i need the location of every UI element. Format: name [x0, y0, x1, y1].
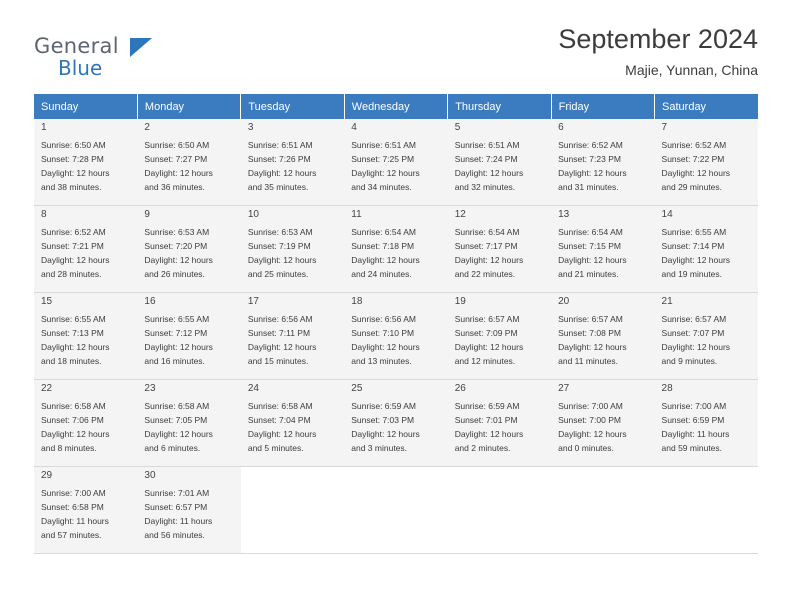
weekday-header-friday: Friday — [551, 94, 654, 119]
sunset-text: Sunset: 7:01 PM — [454, 415, 518, 425]
calendar-day-cell-empty — [344, 467, 447, 554]
sunset-text: Sunset: 7:11 PM — [247, 328, 311, 338]
day-number: 17 — [247, 296, 259, 307]
logo-text-general: General — [34, 34, 119, 58]
calendar-day-cell — [551, 380, 654, 467]
daylight-text-line2: and 21 minutes. — [558, 269, 619, 279]
day-number: 8 — [41, 209, 47, 220]
daylight-text-line2: and 6 minutes. — [144, 443, 201, 453]
calendar-day-cell-empty — [241, 467, 344, 554]
daylight-text-line2: and 31 minutes. — [558, 182, 619, 192]
calendar-week-row — [34, 119, 758, 206]
sunset-text: Sunset: 6:57 PM — [144, 502, 208, 512]
daylight-text-line1: Daylight: 12 hours — [661, 255, 731, 265]
calendar-day-cell — [34, 380, 137, 467]
daylight-text-line2: and 24 minutes. — [351, 269, 412, 279]
daylight-text-line2: and 29 minutes. — [661, 182, 723, 192]
calendar-day-cell — [241, 293, 344, 380]
day-number: 21 — [661, 296, 673, 307]
calendar-day-cell — [137, 119, 240, 206]
daylight-text-line2: and 57 minutes. — [41, 530, 102, 540]
calendar-day-cell — [344, 380, 447, 467]
logo-flag-icon — [130, 38, 152, 57]
sunrise-text: Sunrise: 6:59 AM — [454, 401, 520, 411]
daylight-text-line1: Daylight: 12 hours — [454, 342, 524, 352]
sunrise-text: Sunrise: 6:51 AM — [454, 140, 520, 150]
daylight-text-line2: and 56 minutes. — [144, 530, 205, 540]
daylight-text-line2: and 11 minutes. — [558, 356, 618, 366]
daylight-text-line2: and 35 minutes. — [247, 182, 309, 192]
day-number: 15 — [41, 296, 53, 307]
calendar-day-cell — [655, 380, 758, 467]
daylight-text-line1: Daylight: 12 hours — [661, 168, 731, 178]
sunset-text: Sunset: 7:20 PM — [144, 241, 208, 251]
day-number: 12 — [454, 209, 466, 220]
sunset-text: Sunset: 7:15 PM — [558, 241, 621, 251]
daylight-text-line1: Daylight: 12 hours — [351, 429, 420, 439]
weekday-header-thursday: Thursday — [448, 94, 551, 119]
daylight-text-line2: and 38 minutes. — [41, 182, 102, 192]
calendar-day-cell — [137, 467, 240, 554]
daylight-text-line2: and 13 minutes. — [351, 356, 412, 366]
sunrise-text: Sunrise: 6:53 AM — [144, 227, 210, 237]
sunset-text: Sunset: 7:19 PM — [247, 241, 311, 251]
daylight-text-line2: and 15 minutes. — [247, 356, 309, 366]
day-number: 14 — [661, 209, 673, 220]
daylight-text-line1: Daylight: 12 hours — [41, 342, 110, 352]
sunrise-text: Sunrise: 6:56 AM — [351, 314, 416, 324]
sunset-text: Sunset: 7:07 PM — [661, 328, 725, 338]
calendar-day-cell — [241, 206, 344, 293]
daylight-text-line1: Daylight: 12 hours — [454, 168, 524, 178]
day-number: 10 — [247, 209, 259, 220]
day-number: 24 — [247, 383, 259, 394]
calendar-day-cell-empty — [655, 467, 758, 554]
sunset-text: Sunset: 7:26 PM — [247, 154, 311, 164]
daylight-text-line2: and 12 minutes. — [454, 356, 516, 366]
sunrise-text: Sunrise: 6:57 AM — [661, 314, 727, 324]
sunrise-text: Sunrise: 6:55 AM — [41, 314, 106, 324]
sunrise-text: Sunrise: 6:53 AM — [247, 227, 313, 237]
daylight-text-line2: and 34 minutes. — [351, 182, 412, 192]
daylight-text-line1: Daylight: 12 hours — [558, 429, 627, 439]
sunrise-text: Sunrise: 6:57 AM — [558, 314, 623, 324]
location-subtitle: Majie, Yunnan, China — [625, 62, 758, 79]
daylight-text-line1: Daylight: 12 hours — [144, 342, 213, 352]
daylight-text-line2: and 28 minutes. — [41, 269, 102, 279]
sunset-text: Sunset: 7:22 PM — [661, 154, 725, 164]
sunset-text: Sunset: 7:21 PM — [41, 241, 104, 251]
day-number: 23 — [144, 383, 156, 394]
logo-text-blue: Blue — [58, 56, 103, 80]
weekday-header-monday: Monday — [137, 94, 240, 119]
calendar-day-cell — [551, 293, 654, 380]
daylight-text-line2: and 26 minutes. — [144, 269, 205, 279]
day-number: 13 — [558, 209, 570, 220]
sunrise-text: Sunrise: 6:54 AM — [558, 227, 623, 237]
daylight-text-line1: Daylight: 12 hours — [351, 168, 420, 178]
daylight-text-line2: and 16 minutes. — [144, 356, 205, 366]
sunrise-text: Sunrise: 6:58 AM — [41, 401, 106, 411]
sunrise-text: Sunrise: 7:00 AM — [41, 488, 106, 498]
daylight-text-line2: and 0 minutes. — [558, 443, 614, 453]
sunrise-text: Sunrise: 6:59 AM — [351, 401, 416, 411]
daylight-text-line1: Daylight: 12 hours — [351, 342, 420, 352]
calendar-day-cell — [344, 119, 447, 206]
sunrise-text: Sunrise: 6:51 AM — [247, 140, 313, 150]
sunset-text: Sunset: 7:13 PM — [41, 328, 104, 338]
daylight-text-line1: Daylight: 12 hours — [41, 168, 110, 178]
daylight-text-line1: Daylight: 12 hours — [41, 255, 110, 265]
daylight-text-line1: Daylight: 12 hours — [558, 255, 627, 265]
calendar-day-cell — [137, 293, 240, 380]
sunset-text: Sunset: 7:08 PM — [558, 328, 621, 338]
daylight-text-line1: Daylight: 11 hours — [41, 516, 109, 526]
sunset-text: Sunset: 7:03 PM — [351, 415, 415, 425]
daylight-text-line2: and 22 minutes. — [454, 269, 516, 279]
calendar-day-cell — [34, 293, 137, 380]
calendar-week-row — [34, 467, 758, 554]
sunset-text: Sunset: 6:58 PM — [41, 502, 104, 512]
daylight-text-line2: and 3 minutes. — [351, 443, 408, 453]
daylight-text-line1: Daylight: 12 hours — [661, 342, 731, 352]
day-number: 20 — [558, 296, 570, 307]
day-number: 28 — [661, 383, 673, 394]
sunset-text: Sunset: 7:10 PM — [351, 328, 415, 338]
daylight-text-line1: Daylight: 11 hours — [144, 516, 213, 526]
title-block — [558, 24, 758, 78]
weekday-header-tuesday: Tuesday — [241, 94, 344, 119]
daylight-text-line1: Daylight: 12 hours — [247, 168, 317, 178]
calendar-day-cell-empty — [448, 467, 551, 554]
sunset-text: Sunset: 7:25 PM — [351, 154, 415, 164]
calendar-day-cell — [34, 467, 137, 554]
day-number: 7 — [661, 122, 668, 133]
daylight-text-line2: and 18 minutes. — [41, 356, 102, 366]
calendar-day-cell — [551, 206, 654, 293]
sunrise-text: Sunrise: 6:56 AM — [247, 314, 313, 324]
sunrise-text: Sunrise: 7:01 AM — [144, 488, 210, 498]
day-number: 25 — [351, 383, 363, 394]
weekday-header-saturday: Saturday — [655, 94, 758, 119]
daylight-text-line1: Daylight: 12 hours — [454, 429, 524, 439]
day-number: 3 — [247, 122, 254, 133]
sunset-text: Sunset: 7:14 PM — [661, 241, 725, 251]
calendar-day-cell — [34, 206, 137, 293]
sunrise-text: Sunrise: 6:50 AM — [144, 140, 210, 150]
calendar-day-cell — [448, 293, 551, 380]
sunrise-text: Sunrise: 6:50 AM — [41, 140, 106, 150]
daylight-text-line1: Daylight: 12 hours — [144, 168, 213, 178]
calendar-day-cell — [448, 380, 551, 467]
weekday-header-wednesday: Wednesday — [344, 94, 447, 119]
sunrise-text: Sunrise: 6:58 AM — [247, 401, 313, 411]
sunrise-text: Sunrise: 6:55 AM — [144, 314, 210, 324]
daylight-text-line2: and 8 minutes. — [41, 443, 97, 453]
daylight-text-line2: and 32 minutes. — [454, 182, 516, 192]
calendar-day-cell — [241, 119, 344, 206]
sunset-text: Sunset: 7:09 PM — [454, 328, 518, 338]
daylight-text-line1: Daylight: 12 hours — [144, 255, 213, 265]
daylight-text-line2: and 2 minutes. — [454, 443, 511, 453]
daylight-text-line1: Daylight: 12 hours — [247, 342, 317, 352]
calendar-table — [34, 94, 758, 554]
sunrise-text: Sunrise: 6:54 AM — [351, 227, 416, 237]
daylight-text-line2: and 59 minutes. — [661, 443, 723, 453]
day-number: 5 — [454, 122, 461, 133]
sunrise-text: Sunrise: 6:55 AM — [661, 227, 727, 237]
sunset-text: Sunset: 6:59 PM — [661, 415, 725, 425]
calendar-day-cell — [344, 206, 447, 293]
calendar-day-cell — [655, 293, 758, 380]
day-number: 6 — [558, 122, 564, 133]
sunrise-text: Sunrise: 6:52 AM — [41, 227, 106, 237]
calendar-day-cell — [137, 206, 240, 293]
calendar-week-row — [34, 380, 758, 467]
daylight-text-line1: Daylight: 12 hours — [247, 255, 317, 265]
calendar-day-cell — [448, 206, 551, 293]
daylight-text-line1: Daylight: 11 hours — [661, 429, 730, 439]
day-number: 22 — [41, 383, 53, 394]
sunset-text: Sunset: 7:12 PM — [144, 328, 208, 338]
daylight-text-line1: Daylight: 12 hours — [558, 168, 627, 178]
calendar-day-cell — [344, 293, 447, 380]
day-number: 2 — [144, 122, 150, 133]
day-number: 26 — [454, 383, 466, 394]
calendar-day-cell — [655, 119, 758, 206]
sunrise-text: Sunrise: 6:51 AM — [351, 140, 416, 150]
calendar-day-cell — [137, 380, 240, 467]
sunset-text: Sunset: 7:04 PM — [247, 415, 311, 425]
daylight-text-line2: and 5 minutes. — [247, 443, 304, 453]
sunset-text: Sunset: 7:17 PM — [454, 241, 518, 251]
day-number: 4 — [351, 122, 357, 133]
calendar-week-row — [34, 293, 758, 380]
sunset-text: Sunset: 7:00 PM — [558, 415, 621, 425]
day-number: 27 — [558, 383, 570, 394]
calendar-week-row — [34, 206, 758, 293]
day-number: 16 — [144, 296, 156, 307]
day-number: 30 — [144, 470, 156, 481]
page-header — [34, 24, 758, 86]
sunrise-text: Sunrise: 7:00 AM — [558, 401, 623, 411]
day-number: 1 — [41, 122, 47, 133]
calendar-header-row — [34, 94, 758, 119]
day-number: 19 — [454, 296, 466, 307]
daylight-text-line1: Daylight: 12 hours — [351, 255, 420, 265]
sunset-text: Sunset: 7:27 PM — [144, 154, 208, 164]
daylight-text-line1: Daylight: 12 hours — [247, 429, 317, 439]
sunset-text: Sunset: 7:24 PM — [454, 154, 518, 164]
day-number: 18 — [351, 296, 363, 307]
sunrise-text: Sunrise: 6:57 AM — [454, 314, 520, 324]
calendar-day-cell — [655, 206, 758, 293]
day-number: 29 — [41, 470, 53, 481]
sunset-text: Sunset: 7:18 PM — [351, 241, 415, 251]
sunrise-text: Sunrise: 6:54 AM — [454, 227, 520, 237]
sunset-text: Sunset: 7:06 PM — [41, 415, 104, 425]
daylight-text-line2: and 25 minutes. — [247, 269, 309, 279]
day-number: 11 — [351, 209, 362, 220]
sunrise-text: Sunrise: 6:58 AM — [144, 401, 210, 411]
calendar-day-cell — [241, 380, 344, 467]
daylight-text-line1: Daylight: 12 hours — [144, 429, 213, 439]
sunset-text: Sunset: 7:23 PM — [558, 154, 621, 164]
sunset-text: Sunset: 7:28 PM — [41, 154, 104, 164]
sunrise-text: Sunrise: 7:00 AM — [661, 401, 727, 411]
weekday-header-sunday: Sunday — [34, 94, 137, 119]
sunset-text: Sunset: 7:05 PM — [144, 415, 208, 425]
daylight-text-line2: and 9 minutes. — [661, 356, 718, 366]
page-title: September 2024 — [558, 24, 758, 54]
daylight-text-line1: Daylight: 12 hours — [454, 255, 524, 265]
daylight-text-line1: Daylight: 12 hours — [41, 429, 110, 439]
daylight-text-line1: Daylight: 12 hours — [558, 342, 627, 352]
calendar-day-cell — [34, 119, 137, 206]
daylight-text-line2: and 19 minutes. — [661, 269, 723, 279]
sunrise-text: Sunrise: 6:52 AM — [558, 140, 623, 150]
daylight-text-line2: and 36 minutes. — [144, 182, 205, 192]
day-number: 9 — [144, 209, 150, 220]
calendar-day-cell-empty — [551, 467, 654, 554]
calendar-day-cell — [448, 119, 551, 206]
sunrise-text: Sunrise: 6:52 AM — [661, 140, 727, 150]
generalblue-logo — [34, 36, 214, 78]
calendar-day-cell — [551, 119, 654, 206]
